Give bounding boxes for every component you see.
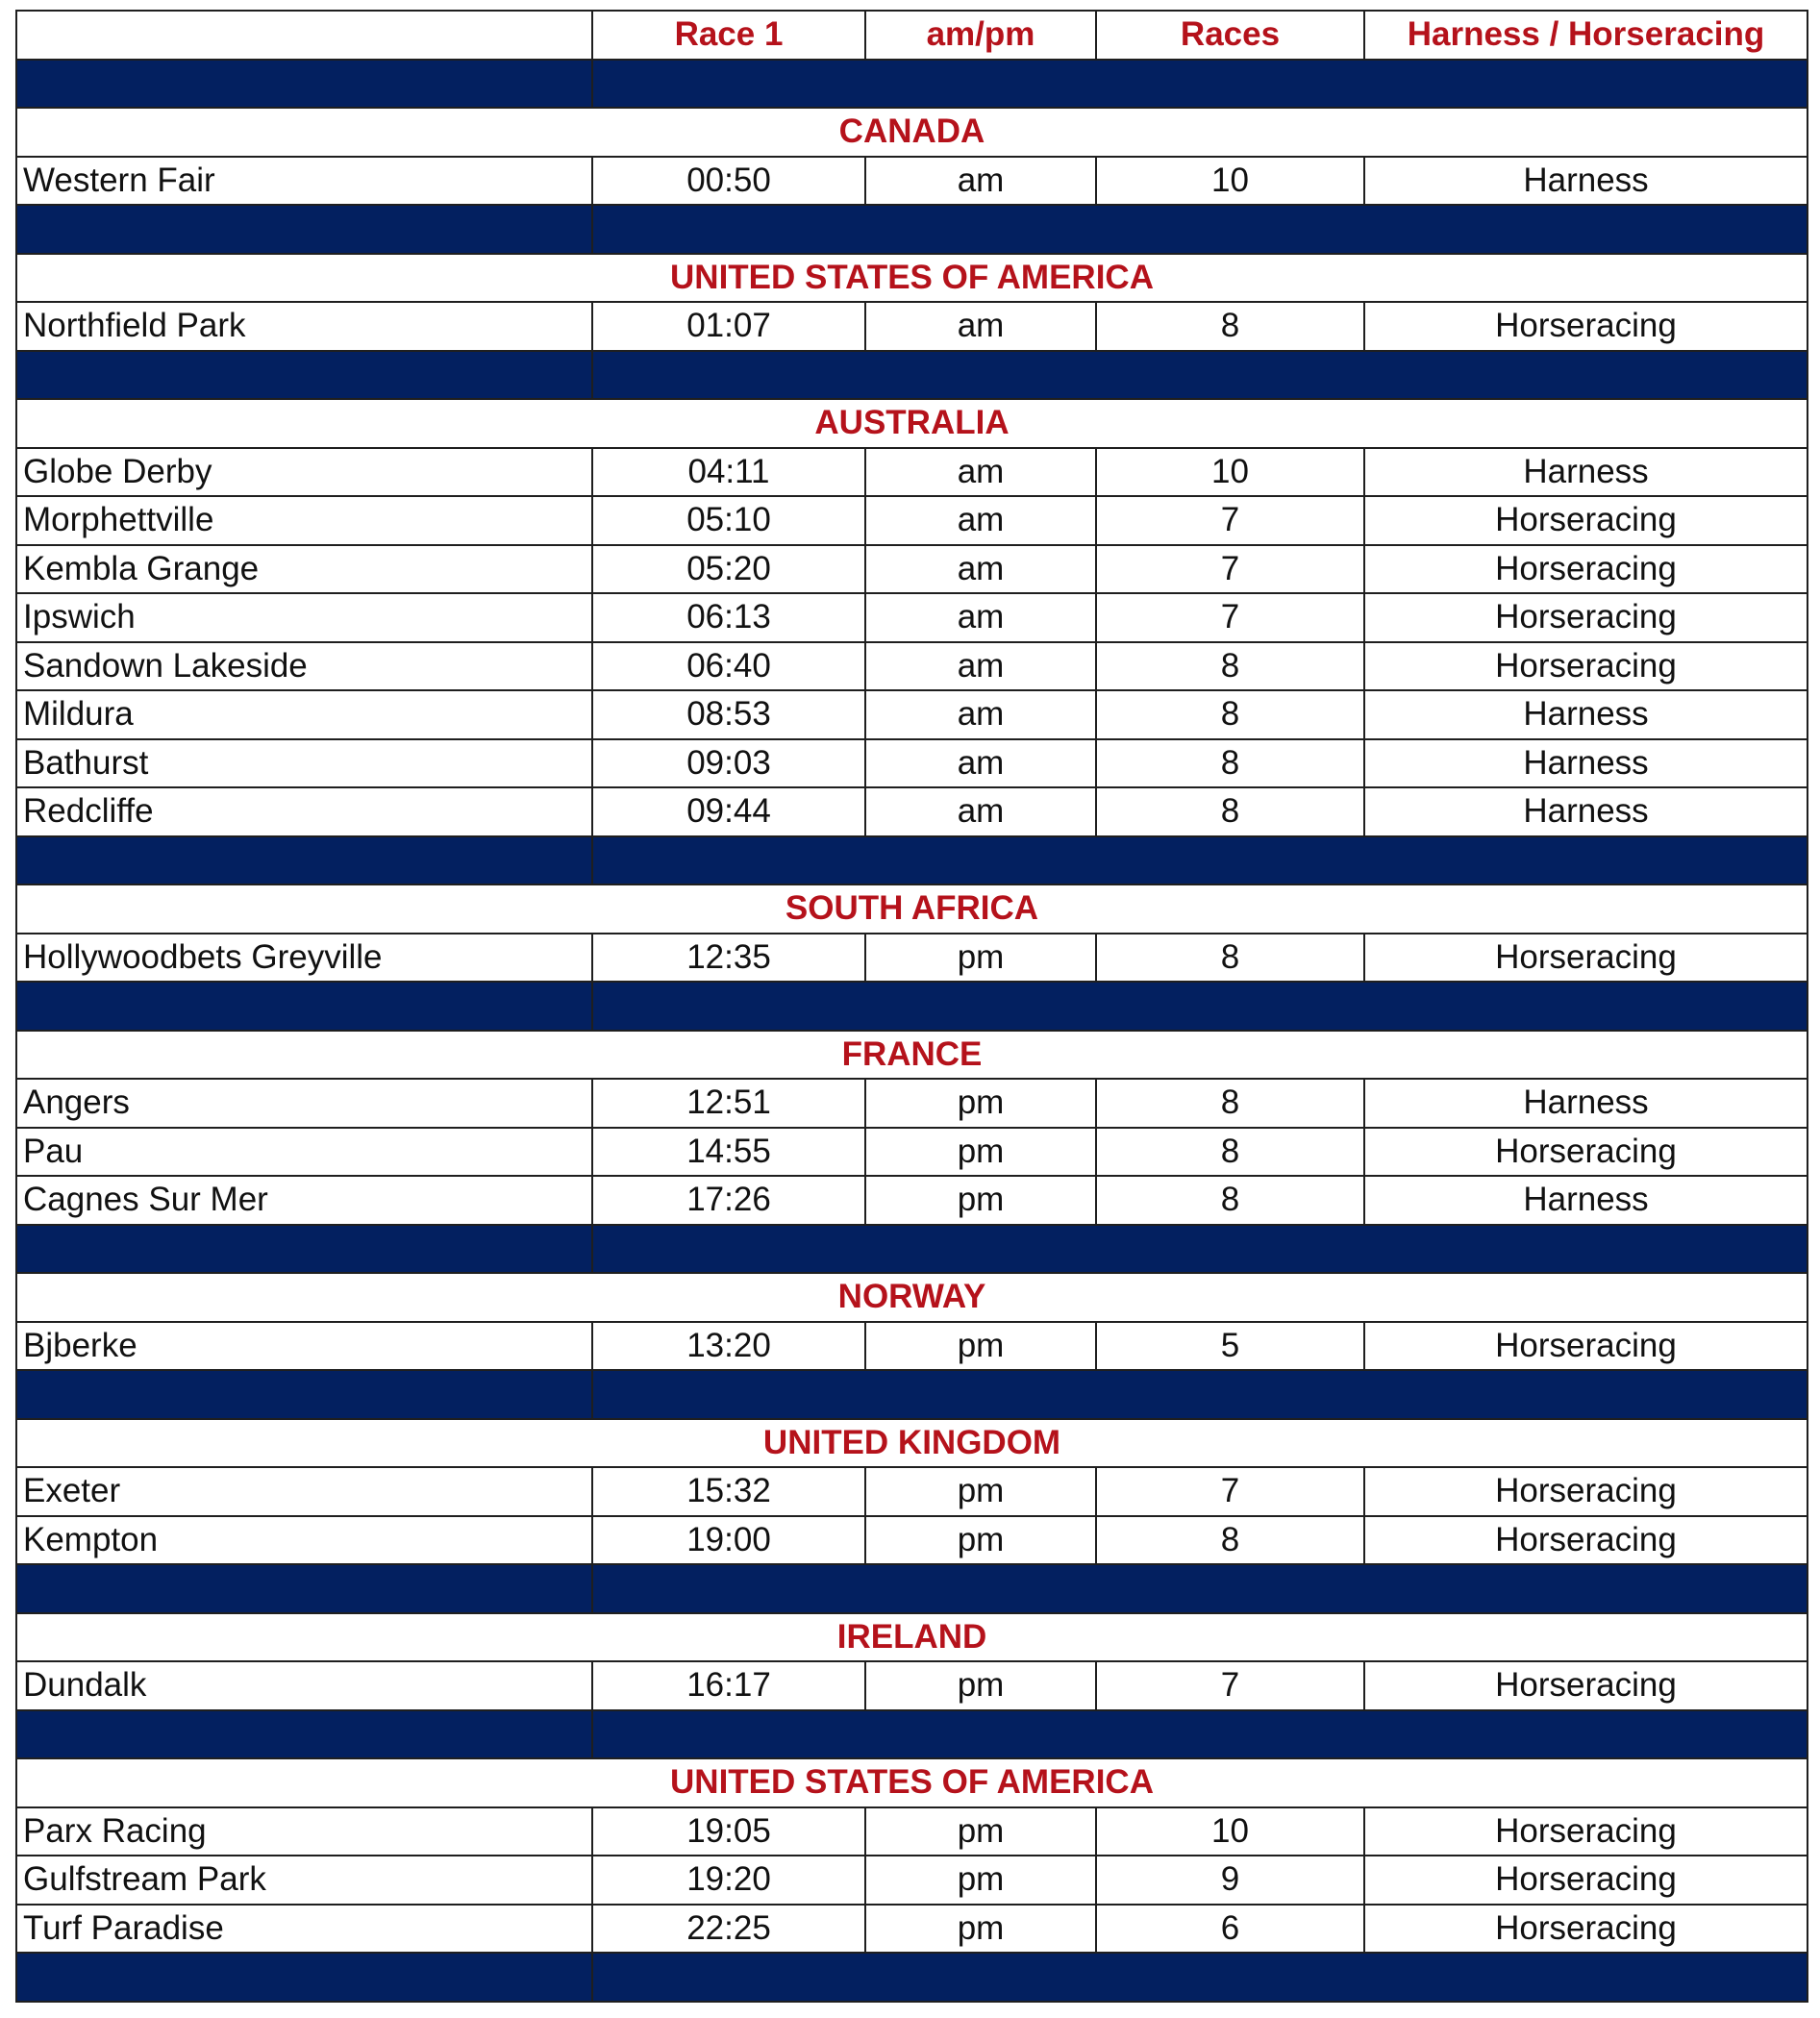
first-race-time: 15:32 [592,1467,865,1516]
country-heading: UNITED KINGDOM [16,1419,1808,1468]
race-count: 8 [1096,1128,1364,1177]
country-heading: UNITED STATES OF AMERICA [16,254,1808,303]
race-type: Harness [1364,739,1808,788]
table-row [16,1176,1808,1225]
section-divider-band [16,351,1808,400]
section-divider-band [16,1710,1808,1759]
race-type: Horseracing [1364,1322,1808,1371]
section-divider-band [16,1953,1808,2002]
first-race-time: 06:13 [592,593,865,642]
race-count: 9 [1096,1856,1364,1905]
am-pm-cell: pm [865,1079,1096,1128]
venue-name: Turf Paradise [16,1905,592,1954]
first-race-time: 19:05 [592,1807,865,1856]
race-count: 8 [1096,690,1364,739]
am-pm-cell: am [865,496,1096,545]
race-count: 5 [1096,1322,1364,1371]
race-count: 8 [1096,1516,1364,1565]
first-race-time: 01:07 [592,302,865,351]
race-type: Harness [1364,1079,1808,1128]
venue-name: Morphettville [16,496,592,545]
first-race-time: 09:03 [592,739,865,788]
am-pm-cell: pm [865,1176,1096,1225]
am-pm-cell: pm [865,1128,1096,1177]
table-row [16,1516,1808,1565]
race-schedule-body [16,11,1808,2002]
am-pm-cell: am [865,787,1096,836]
am-pm-cell: am [865,642,1096,691]
venue-name: Kembla Grange [16,545,592,594]
band-cell [592,1225,1808,1274]
band-cell [592,1370,1808,1419]
band-cell [16,1564,592,1613]
venue-name: Globe Derby [16,448,592,497]
band-cell [592,1953,1808,2002]
first-race-time: 05:20 [592,545,865,594]
race-schedule-table [15,10,1808,2003]
am-pm-cell: pm [865,1467,1096,1516]
country-heading-row [16,1613,1808,1662]
header-row [16,11,1808,60]
am-pm-cell: pm [865,1516,1096,1565]
table-row [16,1661,1808,1710]
first-race-time: 19:20 [592,1856,865,1905]
race-type: Harness [1364,787,1808,836]
country-heading: IRELAND [16,1613,1808,1662]
band-cell [16,205,592,254]
am-pm-cell: pm [865,1856,1096,1905]
first-race-time: 12:51 [592,1079,865,1128]
section-divider-band [16,836,1808,885]
am-pm-cell: pm [865,934,1096,983]
table-row [16,690,1808,739]
first-race-time: 08:53 [592,690,865,739]
country-heading: FRANCE [16,1031,1808,1080]
first-race-time: 16:17 [592,1661,865,1710]
race-type: Harness [1364,1176,1808,1225]
am-pm-cell: am [865,593,1096,642]
country-heading: AUSTRALIA [16,399,1808,448]
race-type: Horseracing [1364,1807,1808,1856]
race-count: 7 [1096,496,1364,545]
table-row [16,1807,1808,1856]
race-type: Horseracing [1364,593,1808,642]
race-type: Horseracing [1364,1467,1808,1516]
header-race1-cell: Race 1 [592,11,865,60]
venue-name: Angers [16,1079,592,1128]
venue-name: Parx Racing [16,1807,592,1856]
country-heading: NORWAY [16,1273,1808,1322]
race-count: 10 [1096,448,1364,497]
venue-name: Mildura [16,690,592,739]
first-race-time: 19:00 [592,1516,865,1565]
venue-name: Redcliffe [16,787,592,836]
band-cell [16,982,592,1031]
header-type-cell: Harness / Horseracing [1364,11,1808,60]
band-cell [16,1710,592,1759]
table-row [16,1322,1808,1371]
first-race-time: 09:44 [592,787,865,836]
table-row [16,448,1808,497]
venue-name: Bjberke [16,1322,592,1371]
section-divider-band [16,60,1808,109]
venue-name: Pau [16,1128,592,1177]
am-pm-cell: am [865,302,1096,351]
band-cell [592,836,1808,885]
table-row [16,157,1808,206]
race-type: Horseracing [1364,1856,1808,1905]
band-cell [592,60,1808,109]
section-divider-band [16,1225,1808,1274]
race-type: Harness [1364,690,1808,739]
venue-name: Bathurst [16,739,592,788]
race-count: 8 [1096,787,1364,836]
first-race-time: 06:40 [592,642,865,691]
venue-name: Gulfstream Park [16,1856,592,1905]
race-count: 7 [1096,1467,1364,1516]
am-pm-cell: pm [865,1905,1096,1954]
country-heading-row [16,399,1808,448]
band-cell [592,1564,1808,1613]
table-row [16,1079,1808,1128]
table-row [16,1467,1808,1516]
race-type: Harness [1364,157,1808,206]
header-ampm-cell: am/pm [865,11,1096,60]
country-heading-row [16,1273,1808,1322]
table-row [16,787,1808,836]
am-pm-cell: am [865,690,1096,739]
header-races-cell: Races [1096,11,1364,60]
am-pm-cell: am [865,545,1096,594]
am-pm-cell: pm [865,1322,1096,1371]
race-count: 10 [1096,157,1364,206]
race-count: 8 [1096,934,1364,983]
venue-name: Western Fair [16,157,592,206]
venue-name: Hollywoodbets Greyville [16,934,592,983]
country-heading: CANADA [16,108,1808,157]
venue-name: Cagnes Sur Mer [16,1176,592,1225]
table-row [16,739,1808,788]
country-heading: UNITED STATES OF AMERICA [16,1758,1808,1807]
race-type: Horseracing [1364,545,1808,594]
race-type: Harness [1364,448,1808,497]
venue-name: Northfield Park [16,302,592,351]
country-heading-row [16,1758,1808,1807]
country-heading-row [16,1031,1808,1080]
race-type: Horseracing [1364,642,1808,691]
band-cell [592,1710,1808,1759]
first-race-time: 13:20 [592,1322,865,1371]
country-heading-row [16,108,1808,157]
race-count: 8 [1096,642,1364,691]
race-type: Horseracing [1364,1128,1808,1177]
first-race-time: 04:11 [592,448,865,497]
venue-name: Sandown Lakeside [16,642,592,691]
section-divider-band [16,1370,1808,1419]
band-cell [592,351,1808,400]
band-cell [16,1370,592,1419]
first-race-time: 14:55 [592,1128,865,1177]
race-count: 7 [1096,545,1364,594]
band-cell [16,351,592,400]
race-count: 8 [1096,1176,1364,1225]
race-type: Horseracing [1364,1661,1808,1710]
band-cell [592,982,1808,1031]
band-cell [16,836,592,885]
am-pm-cell: pm [865,1807,1096,1856]
race-count: 8 [1096,302,1364,351]
race-count: 7 [1096,1661,1364,1710]
country-heading-row [16,884,1808,934]
table-row [16,545,1808,594]
band-cell [592,205,1808,254]
table-row [16,642,1808,691]
race-count: 8 [1096,1079,1364,1128]
race-count: 7 [1096,593,1364,642]
table-row [16,1856,1808,1905]
first-race-time: 12:35 [592,934,865,983]
section-divider-band [16,982,1808,1031]
race-type: Horseracing [1364,1905,1808,1954]
race-count: 6 [1096,1905,1364,1954]
race-type: Horseracing [1364,302,1808,351]
race-count: 10 [1096,1807,1364,1856]
country-heading-row [16,254,1808,303]
table-row [16,934,1808,983]
header-venue-cell [16,11,592,60]
country-heading: SOUTH AFRICA [16,884,1808,934]
table-row [16,1905,1808,1954]
am-pm-cell: am [865,448,1096,497]
first-race-time: 05:10 [592,496,865,545]
country-heading-row [16,1419,1808,1468]
venue-name: Kempton [16,1516,592,1565]
race-count: 8 [1096,739,1364,788]
band-cell [16,1225,592,1274]
table-row [16,593,1808,642]
venue-name: Ipswich [16,593,592,642]
first-race-time: 00:50 [592,157,865,206]
race-type: Horseracing [1364,1516,1808,1565]
table-row [16,1128,1808,1177]
band-cell [16,60,592,109]
am-pm-cell: am [865,157,1096,206]
am-pm-cell: am [865,739,1096,788]
race-type: Horseracing [1364,934,1808,983]
race-type: Horseracing [1364,496,1808,545]
venue-name: Exeter [16,1467,592,1516]
table-row [16,302,1808,351]
section-divider-band [16,1564,1808,1613]
venue-name: Dundalk [16,1661,592,1710]
table-row [16,496,1808,545]
band-cell [16,1953,592,2002]
section-divider-band [16,205,1808,254]
first-race-time: 17:26 [592,1176,865,1225]
first-race-time: 22:25 [592,1905,865,1954]
am-pm-cell: pm [865,1661,1096,1710]
